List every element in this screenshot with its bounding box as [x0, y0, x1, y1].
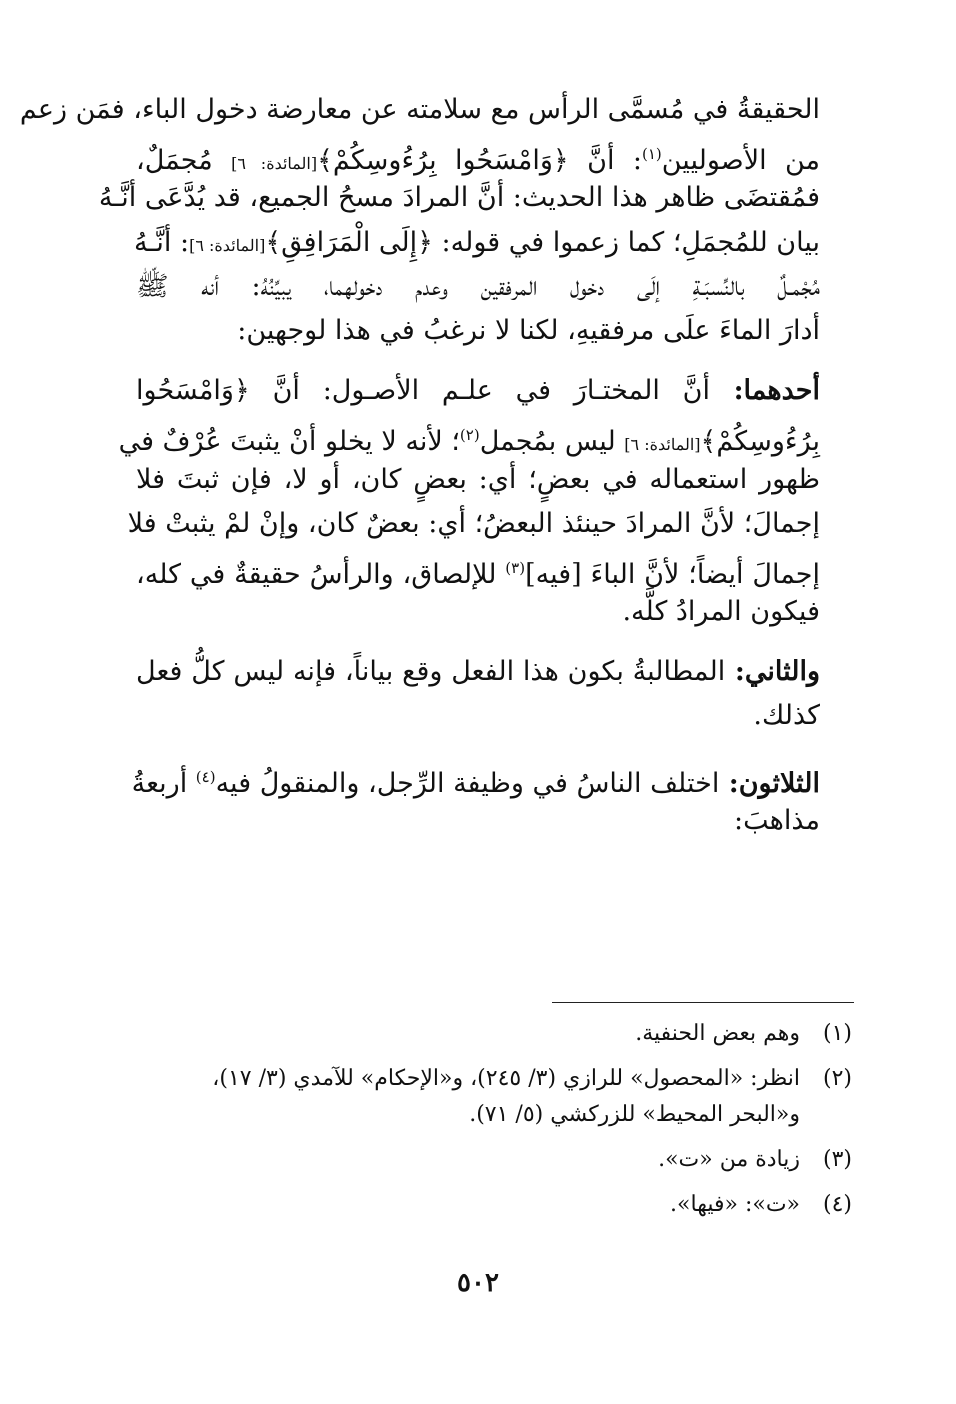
- text-line: إجمالَ؛ لأنَّ المرادَ حينئذ البعضُ؛ أي: بعضٌ كان، وإنْ لمْ يثبتْ فلا: [127, 507, 820, 539]
- footnote-number: (٣): [822, 1147, 852, 1172]
- footnote-marker: (١): [641, 145, 662, 164]
- footnote-marker: (٢): [459, 426, 480, 445]
- quran-verse: بِرُءُوسِكُمْ﴾: [700, 426, 820, 458]
- text-segment: اختلف الناسُ في وظيفة الرِّجل، والمنقولُ فيه: [215, 767, 720, 799]
- text-segment: أربعةُ: [131, 767, 196, 799]
- footnote: [136, 1142, 856, 1178]
- main-text: [19, 88, 821, 843]
- text-segment: ليس بمُجمل: [479, 426, 625, 458]
- page-number: ٥٠٢: [457, 1268, 499, 1298]
- text-line: مُجْمـلٌ بالنِّسبَـةِ إلَى دخول المرفقين وعدم دخولهما، يبيِّنُهُ: أنه ﷺ: [136, 270, 820, 302]
- text-line: فيكون المرادُ كلَّه.: [622, 596, 820, 628]
- verse-reference: [المائدة: ٦]: [624, 435, 701, 455]
- text-segment: مُجمَلٌ،: [136, 145, 232, 177]
- verse-reference: [المائدة: ٦]: [231, 154, 318, 174]
- text-segment: من الأصوليين: [661, 145, 821, 177]
- footnote-marker: (٤): [195, 767, 216, 786]
- text-line: [136, 650, 820, 694]
- quran-verse: ﴿وَامْسَحُوا بِرُءُوسِكُمْ﴾: [317, 145, 569, 177]
- text-line: كذلك.: [753, 700, 820, 732]
- text-line: [118, 413, 820, 458]
- footnote-separator: [552, 1002, 854, 1003]
- text-line: [136, 546, 820, 590]
- text-line: [136, 369, 820, 413]
- footnote-marker: (٣): [505, 558, 526, 577]
- text-segment: ؛ لأنه لا يخلو أنْ يثبتَ عُرْفٌ في: [118, 426, 460, 458]
- footnote: [136, 1016, 856, 1052]
- text-segment: إجمالَ أيضاً؛ لأنَّ الباءَ [فيه]: [525, 558, 820, 590]
- footnote-number: (٤): [822, 1192, 852, 1217]
- text-segment: : أنَّ: [568, 145, 642, 177]
- text-line: فمُقتضَى ظاهر هذا الحديث: أنَّ المرادَ مسحُ الجميع، قد يُدَّعَى أنَّـهُ: [98, 182, 820, 214]
- section-heading: أحدهما:: [709, 375, 820, 407]
- text-segment: أنَّ المختـارَ في علـم الأصـول: أنَّ: [249, 375, 710, 407]
- footnote-number: (٢): [822, 1066, 852, 1091]
- quran-verse: ﴿إِلَى الْمَرَافِقِ﴾: [265, 226, 433, 258]
- text-segment: للإلصاق، والرأسُ حقيقةٌ في كله،: [136, 558, 506, 590]
- quran-verse: ﴿وَامْسَحُوا: [136, 375, 250, 407]
- text-line: [136, 132, 820, 176]
- footnotes: [136, 1016, 856, 1223]
- text-line: ظهور استعماله في بعضٍ؛ أي: بعضٍ كان، أو لا، فإن ثبتَ فلا: [136, 463, 820, 495]
- text-line: الحقيقةُ في مُسمَّى الرأس مع سلامته عن معارضة دخول الباء، فمَن زعم: [19, 94, 820, 125]
- text-line: مذاهبَ:: [734, 804, 820, 836]
- footnote-text: و«البحر المحيط» للزركشي (٥/ ٧١).: [469, 1102, 800, 1127]
- footnote: [136, 1061, 856, 1133]
- footnote-text: وهم بعض الحنفية.: [635, 1021, 800, 1046]
- footnote: [136, 1187, 856, 1223]
- footnote-text: «ت»: «فيها».: [670, 1192, 800, 1217]
- text-line: أدارَ الماءَ علَى مرفقيهِ، لكنا لا نرغبُ في هذا لوجهين:: [237, 314, 820, 346]
- text-segment: المطالبةُ بكون هذا الفعل وقع بياناً، فإنه ليس كلُّ فعل: [136, 656, 726, 688]
- verse-reference: [المائدة: ٦]: [189, 235, 266, 255]
- text-segment: بيان للمُجمَلِ؛ كما زعموا في قوله:: [432, 226, 820, 258]
- text-segment: : أنَّـهُ: [134, 226, 190, 258]
- footnote-text: انظر: «المحصول» للرازي (٣/ ٢٤٥)، و«الإحكام» للآمدي (٣/ ١٧)،: [212, 1066, 800, 1091]
- footnote-text: زيادة من «ت».: [658, 1147, 800, 1172]
- section-heading: الثلاثون:: [719, 767, 820, 799]
- text-line: [131, 755, 820, 799]
- footnote-number: (١): [822, 1021, 852, 1046]
- section-heading: والثاني:: [725, 656, 820, 688]
- text-line: [136, 221, 820, 265]
